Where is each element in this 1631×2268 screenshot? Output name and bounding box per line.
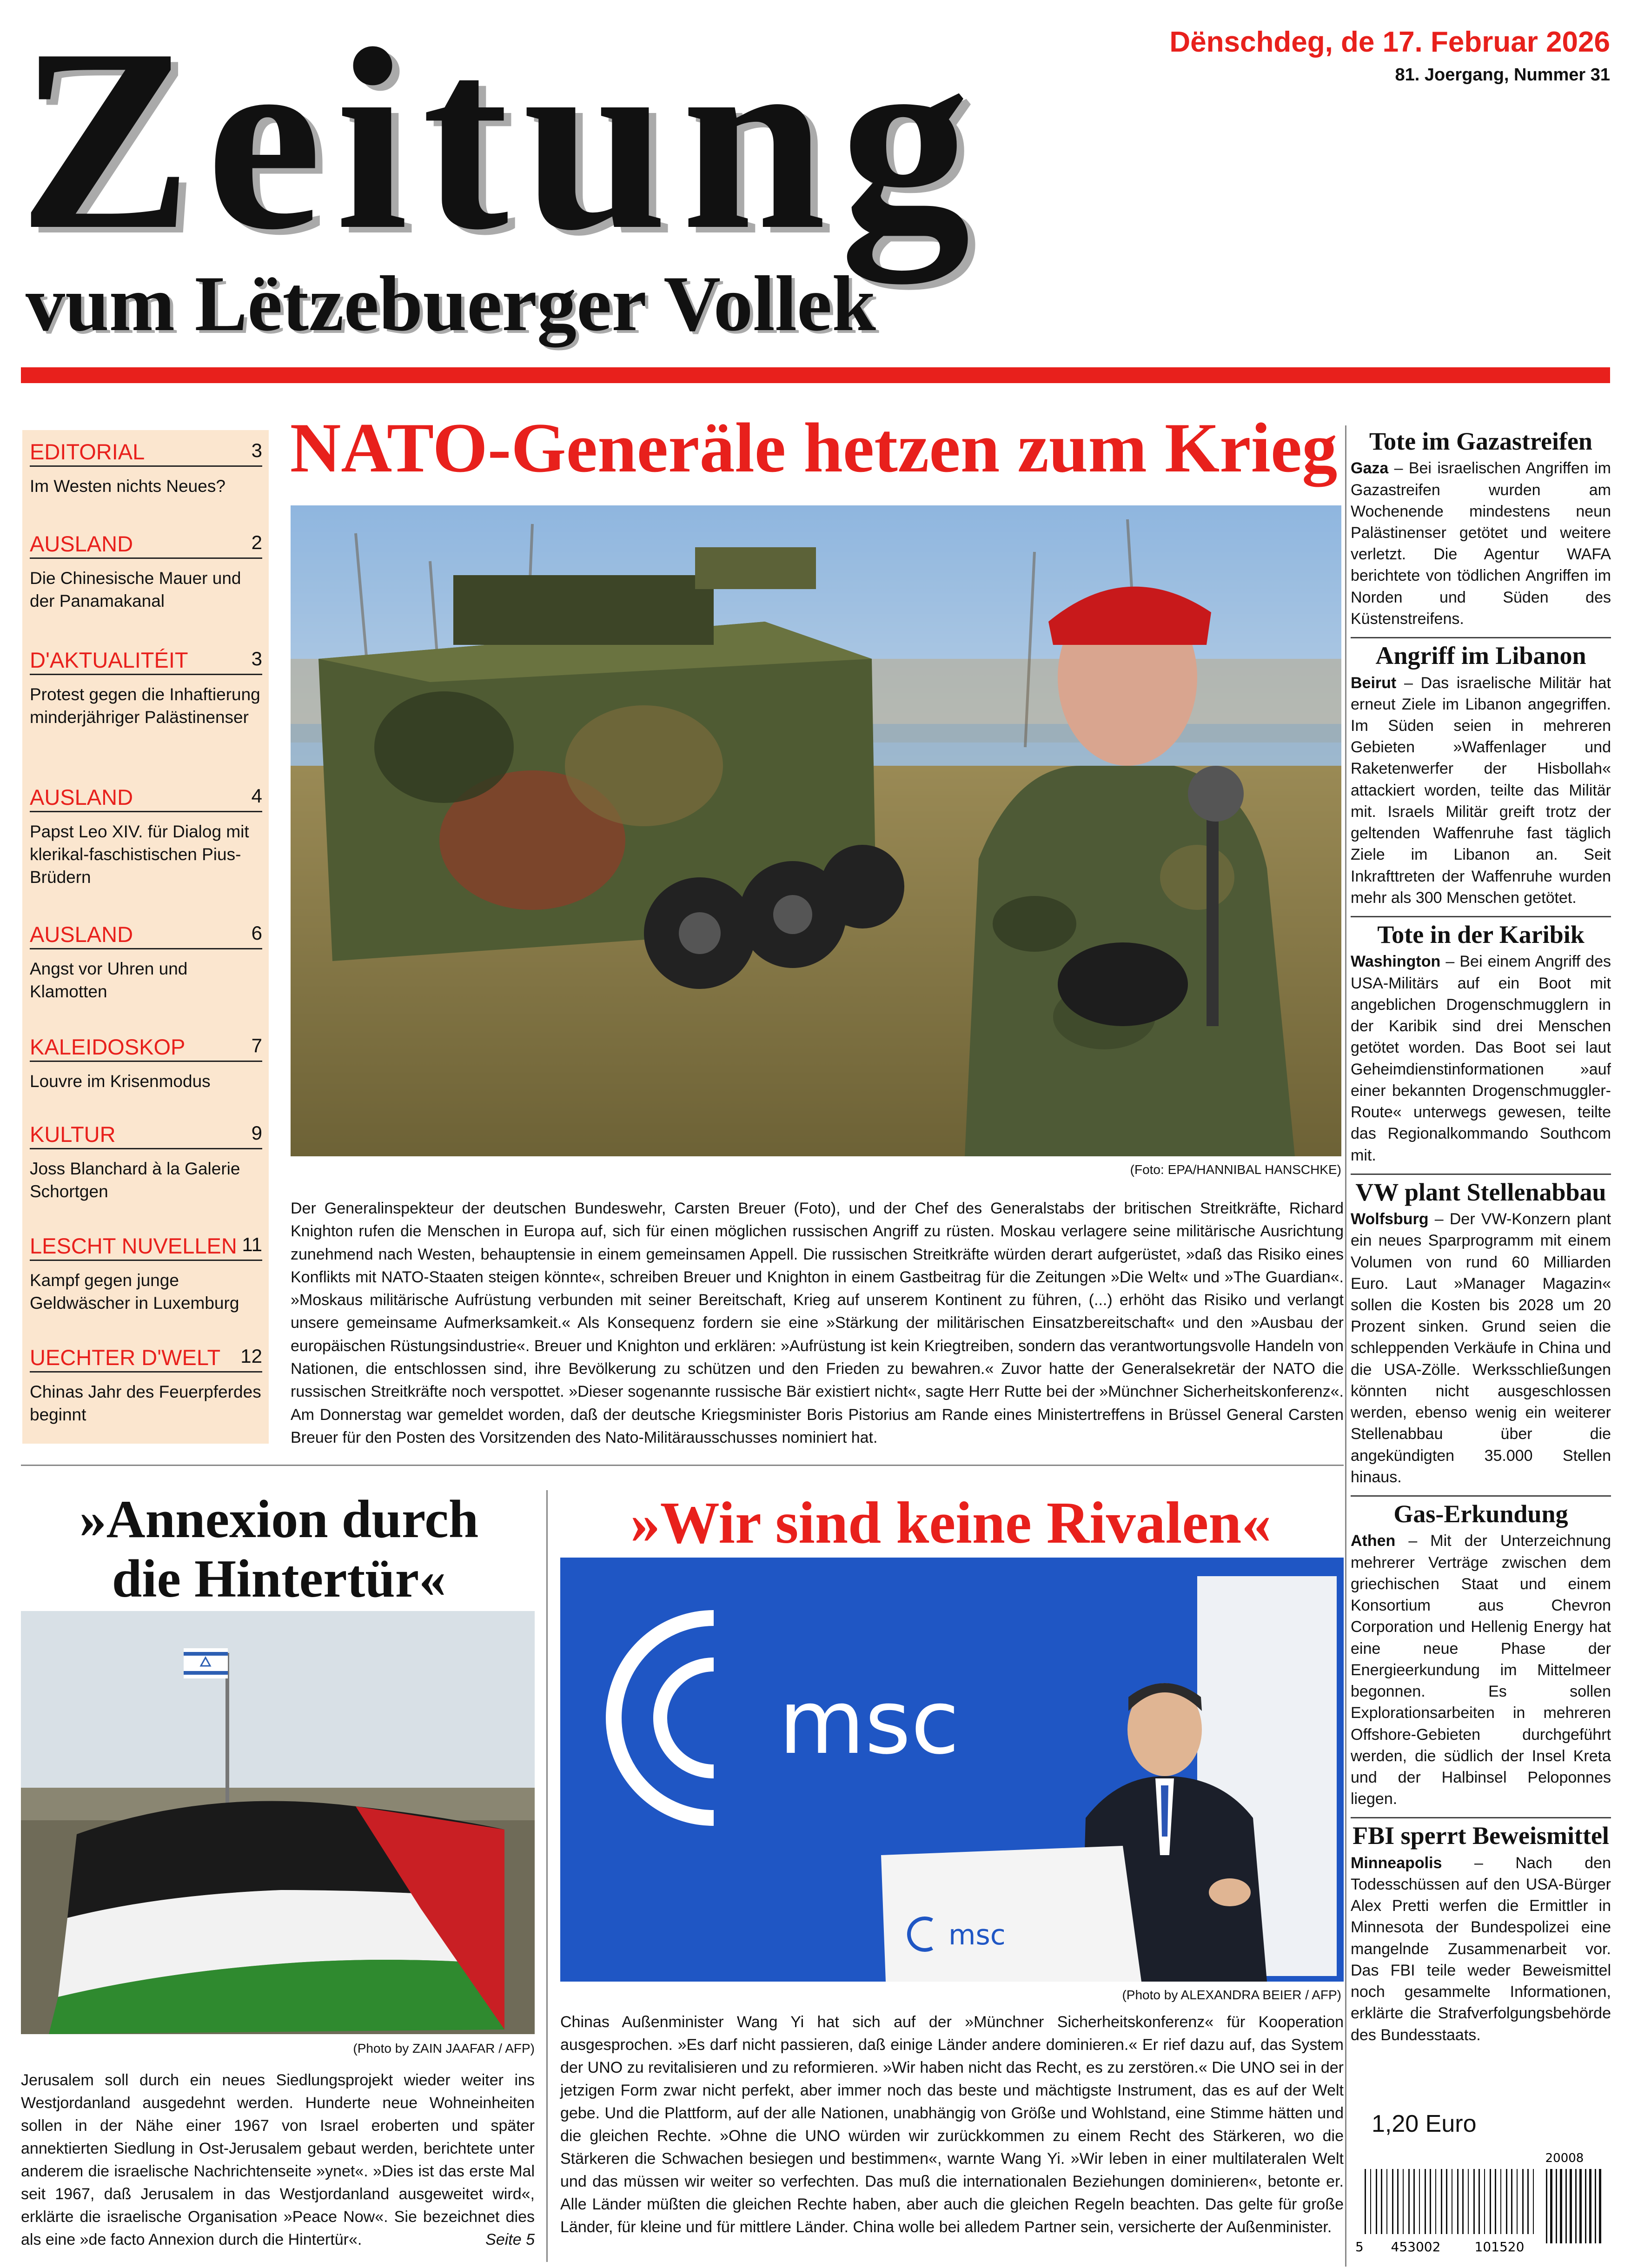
masthead-rule <box>21 367 1610 383</box>
barcode-bar <box>1527 2169 1529 2234</box>
brief-place: Athen <box>1351 1532 1396 1550</box>
barcode-addon-bar <box>1599 2169 1601 2243</box>
palestinian-flag <box>49 1801 504 2034</box>
column-divider <box>546 1490 548 2262</box>
brief-headline: FBI sperrt Beweismittel <box>1351 1817 1611 1849</box>
index-page: 4 <box>251 785 262 807</box>
barcode-bar <box>1462 2169 1464 2234</box>
barcode <box>1351 2148 1611 2255</box>
barcode-group2: 101520 <box>1474 2239 1525 2255</box>
index-page: 7 <box>251 1035 262 1056</box>
barcode-bar <box>1533 2169 1534 2234</box>
index-page: 9 <box>251 1122 262 1144</box>
story-left-text: Jerusalem soll durch ein neues Siedlungsprojekt wieder weiter ins Westjordanland ausgedehnt werden. Hunderte neue Wohneinheiten sollen in der Nähe einer 1967 von Israel eroberten und später annektierten Siedlung in Ost-Jerusalem gebaut werden, berichtete unter anderem die israelische Nachrichtenseite »ynet«. »Dies ist das erste Mal seit 1967, daß Jerusalem in das Westjordanland ausgeweitet wird«, erklärte die israelische Organisation »Peace Now«. Sie bezeichnet dies als eine »de facto Annexion durch die Hintertür«. <box>21 2071 535 2248</box>
barcode-addon-bar <box>1570 2169 1572 2243</box>
barcode-addon-bar <box>1556 2169 1557 2243</box>
msc-logo-text: msc <box>779 1671 960 1774</box>
barcode-bar <box>1425 2169 1426 2234</box>
index-section: AUSLAND <box>30 785 133 809</box>
story-middle-body: Chinas Außenminister Wang Yi hat sich auf der »Münchner Sicherheitskonferenz« für Kooperation ausgesprochen. »Es darf nicht passieren, daß einige Länder andere dominieren.« Er rief dazu auf, das System der UNO zu revitalisieren und zu reformieren. »Wir haben nicht das Recht, es zu zerstören.« Die UNO sei in der jetzigen Form zwar nicht perfekt, aber immer noch das beste und mächtigste Instrument, das es auf der Welt gebe. Und die Plattform, auf der alle Nationen, unabhängig von Größe und Wohlstand, eine Stimme hätten und die gleichen Rechte. »Ohne die UNO würden wir zurückkommen zu einem Recht des Stärkeren, wo die Stärkeren die Schwachen besiegen und bestimmen«, warnte Wang Yi. »Wir leben in einer multilateralen Welt und das müssen wir weiter so verfechten. Das muß die internationalen Beziehungen dominieren«, betonte er. Alle Länder müßten die gleichen Rechte haben, aber auch die gleichen Regeln beachten. Das gelte für große Länder, für kleine und für mittlere Länder. China wolle bei alledem Partner sein, versicherte der Außenminister. <box>560 2013 1344 2236</box>
story-left-headline[interactable] <box>26 1490 532 1609</box>
barcode-bar <box>1365 2169 1366 2234</box>
barcode-bar <box>1457 2169 1459 2234</box>
index-teaser: Angst vor Uhren und Klamotten <box>30 959 188 1001</box>
barcode-bar <box>1522 2169 1524 2234</box>
barcode-bar <box>1435 2169 1436 2234</box>
barcode-addon-bar <box>1585 2169 1586 2243</box>
column-divider <box>1345 425 1346 2267</box>
story-left-caption: (Photo by ZAIN JAAFAR / AFP) <box>353 2041 535 2056</box>
barcode-bar <box>1479 2169 1480 2234</box>
barcode-bar <box>1484 2169 1485 2234</box>
lead-photo-illustration <box>291 505 1341 1156</box>
barcode-addon-bar <box>1550 2169 1552 2243</box>
brief-headline: Gas-Erkundung <box>1351 1495 1611 1527</box>
brief-headline: VW plant Stellenabbau <box>1351 1174 1611 1206</box>
section-divider <box>21 1465 1344 1466</box>
index-section: KALEIDOSKOP <box>30 1035 186 1059</box>
index-teaser: Kampf gegen junge Geldwäscher in Luxemburg <box>30 1271 239 1313</box>
barcode-bar <box>1473 2169 1475 2234</box>
index-entry[interactable] <box>30 1035 262 1093</box>
index-page: 12 <box>240 1345 262 1367</box>
price: 1,20 Euro <box>1372 2110 1477 2137</box>
brief-text: – Das israelische Militär hat erneut Ziele im Libanon angegriffen. Im Süden seien in mehreren Gebieten »Waffenlager und Raketenwerfer der Hisbollah« attackiert worden, teilte das Militär mit. Israels Militär greift trotz der geltenden Waffenruhe fast täglich Ziele im Libanon an. Seit Inkrafttreten der Waffenruhe wurden mehr als 300 Menschen getötet. <box>1351 674 1611 907</box>
barcode-bar <box>1403 2169 1404 2234</box>
brief-place: Washington <box>1351 953 1441 971</box>
index-teaser: Papst Leo XIV. für Dialog mit klerikal-faschistischen Pius-Brüdern <box>30 822 249 887</box>
index-box <box>22 430 269 1444</box>
index-section: AUSLAND <box>30 922 133 947</box>
barcode-bar <box>1495 2169 1496 2234</box>
index-section: D'AKTUALITÉIT <box>30 648 188 672</box>
flag-photo-illustration <box>21 1611 535 2034</box>
barcode-bar <box>1500 2169 1501 2234</box>
barcode-addon-bar <box>1575 2169 1577 2243</box>
lead-headline[interactable]: NATO-Generäle hetzen zum Krieg <box>290 409 1338 487</box>
brief-place: Gaza <box>1351 459 1389 477</box>
masthead-subtitle: vum Lëtzebuerger Vollek <box>26 260 876 347</box>
barcode-bar <box>1441 2169 1442 2234</box>
news-briefs <box>1351 428 1611 2053</box>
index-entry[interactable] <box>30 922 262 1003</box>
index-section: UECHTER D'WELT <box>30 1345 221 1370</box>
barcode-bar <box>1468 2169 1469 2234</box>
index-entry[interactable] <box>30 785 262 889</box>
barcode-bar <box>1397 2169 1399 2234</box>
index-teaser: Die Chinesische Mauer und der Panamakanal <box>30 569 241 610</box>
barcode-bar <box>1376 2169 1377 2234</box>
barcode-addon: 20008 <box>1545 2151 1584 2165</box>
barcode-bar <box>1386 2169 1387 2234</box>
barcode-group1: 453002 <box>1391 2239 1441 2255</box>
barcode-bar <box>1370 2169 1371 2234</box>
index-entry[interactable] <box>30 1233 262 1315</box>
index-page: 3 <box>251 648 262 670</box>
israeli-flag <box>184 1648 228 1678</box>
index-page: 3 <box>251 439 262 461</box>
barcode-graphic <box>1351 2148 1611 2255</box>
barcode-bar <box>1430 2169 1431 2234</box>
barcode-bar <box>1413 2169 1415 2234</box>
story-left-photo <box>21 1611 535 2034</box>
barcode-bar <box>1511 2169 1512 2234</box>
brief[interactable] <box>1351 1495 1611 1810</box>
lectern-logo-text: msc <box>948 1919 1006 1951</box>
story-middle-headline[interactable]: »Wir sind keine Rivalen« <box>630 1490 1272 1556</box>
brief[interactable] <box>1351 637 1611 909</box>
brief[interactable] <box>1351 1817 1611 2045</box>
barcode-addon-bar <box>1579 2169 1582 2243</box>
story-left-headline-line: »Annexion durch <box>79 1490 479 1549</box>
index-entry[interactable] <box>30 648 262 729</box>
brief-headline: Tote im Gazastreifen <box>1369 427 1592 455</box>
barcode-bar <box>1517 2169 1518 2234</box>
barcode-bar <box>1419 2169 1420 2234</box>
issue-date: Dënschdeg, de 17. Februar 2026 <box>1169 26 1610 58</box>
conference-photo-illustration <box>560 1558 1344 1982</box>
brief-headline: Angriff im Libanon <box>1351 637 1611 669</box>
barcode-addon-bar <box>1589 2169 1591 2243</box>
index-entry[interactable] <box>30 531 262 613</box>
index-section: KULTUR <box>30 1122 116 1147</box>
lectern <box>881 1846 1141 1982</box>
index-page: 2 <box>251 531 262 553</box>
barcode-bar <box>1381 2169 1382 2234</box>
brief[interactable] <box>1351 916 1611 1166</box>
index-teaser: Louvre im Krisenmodus <box>30 1072 211 1091</box>
story-middle-caption: (Photo by ALEXANDRA BEIER / AFP) <box>1122 1988 1341 2002</box>
barcode-bar <box>1408 2169 1410 2234</box>
brief-text: – Nach den Todesschüssen auf den USA-Bürger Alex Pretti werfen die Ermittler in Minnesota der Bundespolizei eine mangelnde Zusammenarbeit vor. Das FBI teile weder Beweismittel noch gesammelte Informationen, erklärte die Strafverfolgungsbehörde des Bundesstaats. <box>1351 1854 1611 2044</box>
brief-place: Beirut <box>1351 674 1397 692</box>
index-entry[interactable] <box>30 1345 262 1426</box>
lead-body: Der Generalinspekteur der deutschen Bundeswehr, Carsten Breuer (Foto), und der Chef des Generalstabs der britischen Streitkräfte, Richard Knighton rufen die Menschen in Europa auf, sich für einen möglichen russischen Angriff zu rüsten. Moskau verlagere seine militärische Ausrichtung zunehmend nach Westen, behauptensie in einem gemeinsamen Appell. Die russischen Streitkräfte würden derart aufgerüstet, »daß das Risiko eines Konflikts mit NATO-Staaten steigen könnte«, schreiben Breuer und Knighton in einem Gastbeitrag für die Zeitungen »Die Welt« und »The Guardian«. »Moskaus militärische Aufrüstung verbunden mit seiner Bereitschaft, Krieg auf unserem Kontinent zu führen, (...) erhöht das Risiko und verlangt unsere gemeinsame Aufmerksamkeit.« Als Konsequenz fordern sie eine »Stärkung der militärischen Einsatzbereitschaft« und den »Ausbau der europäischen Rüstungsindustrie«. Breuer und Knighton und erklären: »Aufrüstung ist kein Kriegtreiben, sondern das verantwortungsvolle Handeln von Nationen, die entschlossen sind, ihre Bevölkerung zu schützen und den Frieden zu bewahren.« Zuvor hatte der Generalsekretär der NATO die russischen Streitkräfte noch verspottet. »Dieser sogenannte russische Bär existiert nicht«, sagte Herr Rutte bei der »Münchner Sicherheitskonferenz«. Am Donnerstag war gemeldet worden, daß der deutsche Kriegsminister Boris Pistorius am Rande eines Ministertreffens in Brüssel General Carsten Breuer für den Posten des Vorsitzenden des Nato-Militärausschusses nominiert hat. <box>291 1200 1344 1446</box>
brief-text: – Bei einem Angriff des USA-Militärs auf ein Boot mit angeblichen Drogenschmugglern in der Karibik sind drei Menschen getötet worden. Das Boot sei laut Geheimdienstinformationen »auf einer bekannten Drogenschmuggler-Route« unterwegs gewesen, teilte das Regionalkommando Southcom mit. <box>1351 953 1611 1164</box>
brief-headline: Tote in der Karibik <box>1351 916 1611 948</box>
brief[interactable] <box>1351 1174 1611 1488</box>
story-middle-photo <box>560 1558 1344 1982</box>
index-entry[interactable] <box>30 1122 262 1203</box>
barcode-bar <box>1392 2169 1393 2234</box>
masthead-title: Zeitung <box>19 0 985 284</box>
lead-photo-caption: (Foto: EPA/HANNIBAL HANSCHKE) <box>1130 1162 1341 1177</box>
brief-place: Wolfsburg <box>1351 1210 1429 1228</box>
index-section: EDITORIAL <box>30 439 145 464</box>
story-left-headline-line: die Hintertür« <box>112 1549 446 1609</box>
brief-text: – Mit der Unterzeichnung mehrerer Verträge zwischen dem griechischen Staat und einem Konsortium aus Chevron Corporation und Hellenig Energy hat eine neue Phase der Energieerkundung im Mittelmeer begonnen. Es sollen Explorationsarbeiten in mehreren Offshore-Gebieten durchgeführt werden, die südlich der Insel Kreta und der Halbinsel Peloponnes liegen. <box>1351 1532 1611 1808</box>
barcode-addon-bar <box>1595 2169 1596 2243</box>
story-left-body <box>21 2069 535 2251</box>
brief-text: – Der VW-Konzern plant ein neues Sparprogramm mit einem Volumen von rund 60 Milliarden Euro. Laut »Manager Magazin« sollen die Kosten bis 2028 um 20 Prozent sinken. Grund seien die schleppenden Verkäufe in China und die USA-Zölle. Werksschließungen könnten nicht ausgeschlossen werden, ebenso wenig ein weiterer Stellenabbau über die angekündigten 35.000 Stellen hinaus. <box>1351 1210 1611 1486</box>
brief[interactable] <box>1351 428 1611 630</box>
index-teaser: Chinas Jahr des Feuerpferdes beginnt <box>30 1382 261 1424</box>
barcode-bar <box>1506 2169 1507 2234</box>
index-teaser: Joss Blanchard à la Galerie Schortgen <box>30 1159 240 1201</box>
barcode-digit: 5 <box>1355 2239 1364 2255</box>
index-page: 6 <box>251 922 262 944</box>
index-entry[interactable] <box>30 439 262 498</box>
barcode-addon-bar <box>1560 2169 1562 2243</box>
index-page: 11 <box>242 1233 262 1255</box>
index-section: LESCHT NUVELLEN <box>30 1233 237 1258</box>
index-teaser: Im Westen nichts Neues? <box>30 477 225 496</box>
barcode-bar <box>1446 2169 1447 2234</box>
barcode-addon-bar <box>1546 2169 1547 2243</box>
brief-place: Minneapolis <box>1351 1854 1442 1872</box>
barcode-addon-bar <box>1565 2169 1567 2243</box>
barcode-bar <box>1490 2169 1491 2234</box>
index-teaser: Protest gegen die Inhaftierung minderjähriger Palästinenser <box>30 685 260 727</box>
lead-photo <box>291 505 1341 1156</box>
index-section: AUSLAND <box>30 531 133 556</box>
page-reference[interactable]: Seite 5 <box>485 2230 535 2248</box>
issue-number: 81. Joergang, Nummer 31 <box>1395 65 1610 85</box>
brief-text: – Bei israelischen Angriffen im Gazastreifen wurden am Wochenende mindestens neun Palästinenser getötet und weitere verletzt. Die Agentur WAFA berichtete von tödlichen Angriffen im Norden und Süden des Küstenstreifens. <box>1351 459 1611 628</box>
